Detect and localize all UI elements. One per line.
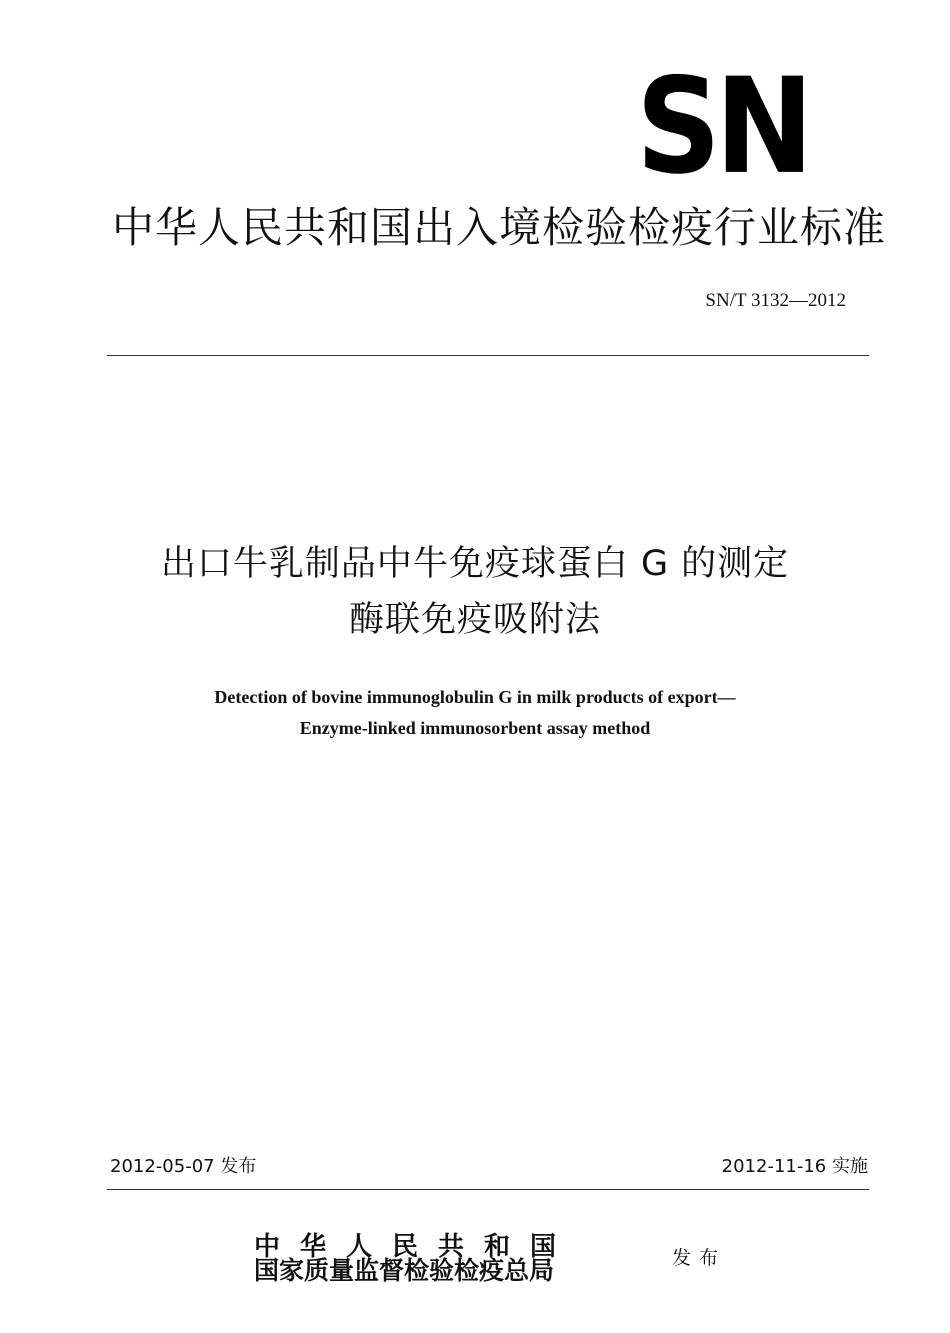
english-title-line-1: Detection of bovine immunoglobulin G in milk products of export—: [214, 687, 736, 707]
english-title-line-2: Enzyme-linked immunosorbent assay method: [299, 718, 651, 738]
standard-code: SN/T 3132—2012: [705, 290, 846, 311]
publisher-line-2: 国家质量监督检验检疫总局: [254, 1256, 555, 1285]
issue-date: 2012-05-07 发布: [110, 1156, 257, 1177]
bottom-divider: [107, 1189, 869, 1190]
implementation-date: 2012-11-16 实施: [721, 1156, 868, 1177]
publish-label: 发布: [672, 1247, 727, 1269]
sn-logo: SN: [636, 48, 808, 204]
chinese-title-line-2: 酶联免疫吸附法: [348, 600, 601, 640]
top-divider: [107, 355, 869, 356]
standard-category-title: 中华人民共和国出入境检验检疫行业标准: [112, 203, 887, 252]
publisher-line-1: 中华人民共和国: [254, 1232, 577, 1262]
chinese-title-line-1: 出口牛乳制品中牛免疫球蛋白 G 的测定: [160, 544, 790, 584]
